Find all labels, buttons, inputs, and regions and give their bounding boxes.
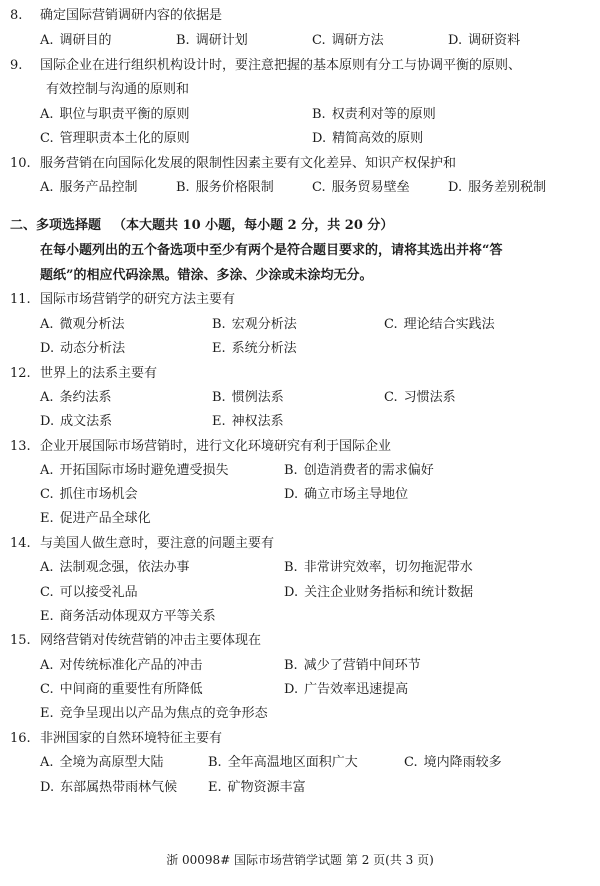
- option-c: C. 习惯法系: [384, 390, 456, 405]
- option-a: A. 全境为高原型大陆: [40, 755, 164, 770]
- option-e: E. 商务活动体现双方平等关系: [40, 609, 216, 624]
- option-d: D. 调研资料: [448, 33, 521, 48]
- option-a: A. 服务产品控制: [40, 180, 138, 195]
- option-d: D. 关注企业财务指标和统计数据: [284, 585, 474, 600]
- question-number: 15.: [10, 633, 31, 648]
- question-text: 服务营销在向国际化发展的限制性因素主要有文化差异、知识产权保护和: [40, 156, 457, 171]
- option-c: C. 理论结合实践法: [384, 317, 495, 332]
- option-c: C. 抓住市场机会: [40, 487, 138, 502]
- question-text: 非洲国家的自然环境特征主要有: [40, 731, 223, 746]
- page-footer: 浙 00098# 国际市场营销学试题 第 2 页(共 3 页): [166, 853, 434, 867]
- question-number: 8.: [10, 8, 23, 23]
- question-text: 世界上的法系主要有: [40, 366, 158, 381]
- option-e: E. 系统分析法: [212, 341, 297, 356]
- option-a: A. 法制观念强，依法办事: [40, 560, 190, 575]
- option-a: A. 调研目的: [40, 33, 112, 48]
- option-e: E. 矿物资源丰富: [208, 780, 306, 795]
- section-instruction-line-2: 题纸”的相应代码涂黑。错涂、多涂、少涂或未涂均无分。: [40, 268, 373, 283]
- question-text: 企业开展国际市场营销时，进行文化环境研究有利于国际企业: [40, 439, 392, 454]
- question-9-stem: [10, 58, 521, 74]
- option-e: E. 神权法系: [212, 414, 284, 429]
- question-number: 11.: [10, 292, 31, 307]
- question-8-stem: [10, 8, 222, 24]
- question-9-stem-continued: 有效控制与沟通的原则和: [46, 82, 190, 97]
- option-a: A. 对传统标准化产品的冲击: [40, 658, 203, 673]
- option-d: D. 确立市场主导地位: [284, 487, 409, 502]
- option-b: B. 非常讲究效率，切勿拖泥带水: [284, 560, 473, 575]
- question-number: 10.: [10, 156, 31, 171]
- option-a: A. 开拓国际市场时避免遭受损失: [40, 463, 229, 478]
- option-d: D. 动态分析法: [40, 341, 126, 356]
- option-d: D. 精简高效的原则: [312, 131, 424, 146]
- option-e: E. 竞争呈现出以产品为焦点的竞争形态: [40, 706, 268, 721]
- question-12-stem: [10, 366, 157, 382]
- option-d: D. 东部属热带雨林气候: [40, 780, 178, 795]
- question-number: 16.: [10, 731, 31, 746]
- option-b: B. 减少了营销中间环节: [284, 658, 421, 673]
- option-b: B. 服务价格限制: [176, 180, 274, 195]
- option-c: C. 可以接受礼品: [40, 585, 138, 600]
- question-15-stem: [10, 633, 261, 649]
- option-e: E. 促进产品全球化: [40, 511, 151, 526]
- option-d: D. 服务差别税制: [448, 180, 547, 195]
- question-text: 确定国际营销调研内容的依据是: [40, 8, 223, 23]
- question-14-stem: [10, 536, 274, 552]
- option-c: C. 境内降雨较多: [404, 755, 502, 770]
- question-text: 网络营销对传统营销的冲击主要体现在: [40, 633, 262, 648]
- section-note: （本大题共 10 小题，每小题 2 分，共 20 分）: [113, 218, 394, 233]
- option-b: B. 调研计划: [176, 33, 248, 48]
- question-number: 9.: [10, 58, 23, 73]
- section-title: 二、多项选择题: [10, 218, 102, 233]
- question-13-stem: [10, 439, 391, 455]
- option-d: D. 成文法系: [40, 414, 113, 429]
- section-heading: [10, 218, 393, 234]
- option-c: C. 中间商的重要性有所降低: [40, 682, 203, 697]
- question-16-stem: [10, 731, 222, 747]
- section-instruction-line-1: 在每小题列出的五个备选项中至少有两个是符合题目要求的，请将其选出并将“答: [40, 243, 503, 258]
- option-b: B. 宏观分析法: [212, 317, 297, 332]
- option-a: A. 条约法系: [40, 390, 112, 405]
- option-c: C. 调研方法: [312, 33, 384, 48]
- question-number: 14.: [10, 536, 31, 551]
- option-b: B. 权责利对等的原则: [312, 107, 436, 122]
- question-text: 国际企业在进行组织机构设计时，要注意把握的基本原则有分工与协调平衡的原则、: [40, 58, 522, 73]
- option-a: A. 微观分析法: [40, 317, 125, 332]
- question-11-stem: [10, 292, 235, 308]
- option-d: D. 广告效率迅速提高: [284, 682, 409, 697]
- option-c: C. 管理职责本土化的原则: [40, 131, 190, 146]
- question-number: 12.: [10, 366, 31, 381]
- question-text: 与美国人做生意时，要注意的问题主要有: [40, 536, 275, 551]
- question-text: 国际市场营销学的研究方法主要有: [40, 292, 236, 307]
- option-c: C. 服务贸易壁垒: [312, 180, 410, 195]
- question-10-stem: [10, 156, 456, 172]
- option-b: B. 惯例法系: [212, 390, 284, 405]
- question-number: 13.: [10, 439, 31, 454]
- option-b: B. 创造消费者的需求偏好: [284, 463, 434, 478]
- option-a: A. 职位与职责平衡的原则: [40, 107, 190, 122]
- option-b: B. 全年高温地区面积广大: [208, 755, 358, 770]
